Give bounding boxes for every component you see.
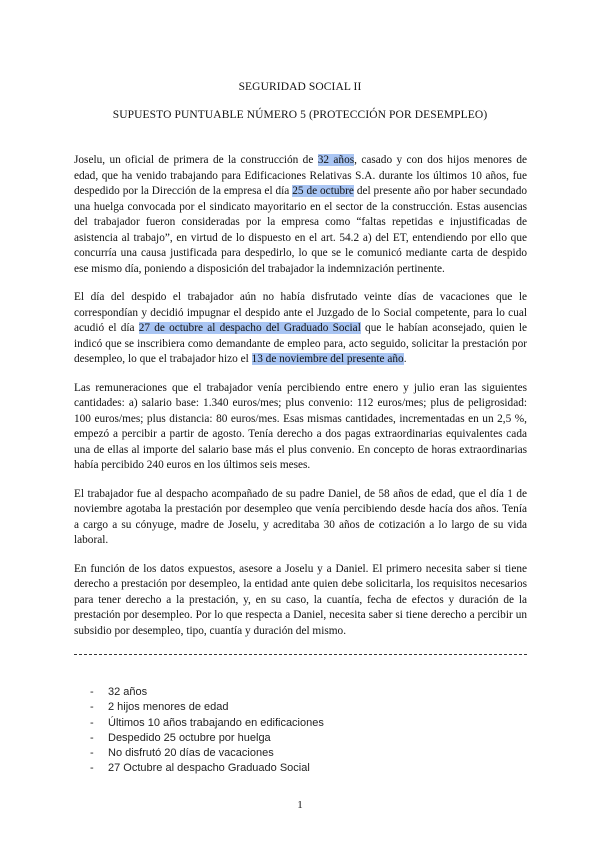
- list-item-text: 27 Octubre al despacho Graduado Social: [108, 762, 310, 775]
- list-item: [90, 700, 324, 715]
- list-item: [90, 746, 324, 761]
- list-item: [90, 716, 324, 731]
- paragraph: [74, 487, 527, 549]
- list-item-text: 2 hijos menores de edad: [108, 701, 229, 714]
- dash-marker: -: [90, 716, 94, 729]
- page-number: 1: [297, 799, 303, 811]
- dash-marker: -: [90, 747, 94, 760]
- list-item: [90, 731, 324, 746]
- highlighted-text: 13 de noviembre del presente año: [251, 353, 404, 365]
- text-segment: del presente año por haber secundado una huelga convocada por el sindicato mayoritario en el sector de la construcción. Estas ausencias del trabajador fueron consideradas por la empresa como “faltas repetidas e injustificadas de asistencia al trabajo”, en virtud de lo dispuesto en el art. 54.2 a) del ET, entendiendo por ello que concurría una causa justificada para despedirlo, lo que se le comunicó mediante carta de despido ese mismo día, poniendo a disposición del trabajador la indemnización pertinente.: [74, 185, 527, 275]
- list-item-text: 32 años: [108, 686, 148, 698]
- text-segment: Joselu, un oficial de primera de la construcción de: [74, 154, 318, 166]
- list-item-text: Últimos 10 años trabajando en edificaciones: [108, 716, 324, 729]
- dashed-divider: [74, 654, 527, 655]
- text-segment: .: [403, 353, 407, 365]
- text-segment: Las remuneraciones que el trabajador venía percibiendo entre enero y julio eran las siguientes cantidades: a) salario base: 1.340 euros/mes; plus convenio: 112 euros/mes; plus de peligrosidad: 100 euros/mes; plus distancia: 80 euros/mes. Esas mismas cantidades, incrementadas en un 2,5 %, empezó a percibir a partir de agosto. Tenía derecho a dos pagas extraordinarias equivalentes cada una de ellas al importe del salario base más el plus convenio. En concepto de horas extraordinarias había percibido 240 euros en los últimos seis meses.: [74, 381, 527, 471]
- document-title: SEGURIDAD SOCIAL II: [238, 81, 362, 93]
- paragraph: [74, 153, 527, 277]
- text-segment: En función de los datos expuestos, asesore a Joselu y a Daniel. El primero necesita saber si tiene derecho a prestación por desempleo, la entidad ante quien debe solicitarla, los requisitos necesarios para tener derecho a la prestación, y, en su caso, la cuantía, fecha de efectos y duración de la prestación por desempleo. Por lo que respecta a Daniel, necesita saber si tiene derecho a percibir un subsidio por desempleo, tipo, cuantía y duración del mismo.: [74, 562, 527, 637]
- document-subtitle: SUPUESTO PUNTUABLE NÚMERO 5 (PROTECCIÓN POR DESEMPLEO): [112, 109, 488, 121]
- dash-marker: -: [90, 731, 94, 744]
- paragraph: [74, 381, 527, 474]
- dash-marker: -: [90, 701, 94, 714]
- case-text: [74, 153, 527, 652]
- paragraph: [74, 562, 527, 640]
- paragraph: [74, 290, 527, 368]
- list-item-text: No disfrutó 20 días de vacaciones: [108, 747, 274, 760]
- list-item-text: Despedido 25 octubre por huelga: [108, 731, 271, 744]
- dash-marker: -: [90, 686, 94, 698]
- dash-marker: -: [90, 762, 94, 775]
- text-segment: El trabajador fue al despacho acompañado de su padre Daniel, de 58 años de edad, que el día 1 de noviembre agotaba la prestación por desempleo que venía percibiendo desde hacía dos años. Tenía a cargo a su cónyuge, madre de Joselu, y acreditaba 30 años de cotización a lo largo de su vida laboral.: [74, 487, 527, 546]
- highlighted-text: 27 de octubre al despacho del Graduado Social: [138, 322, 361, 334]
- notes-list: [90, 685, 324, 777]
- text-segment: que le habían aconsejado, quien le indicó que se inscribiera como demandante de empleo para, acto seguido, solicitar la prestación por desempleo, lo que el trabajador hizo el: [74, 322, 527, 365]
- list-item: [90, 761, 324, 776]
- list-item: [90, 685, 324, 700]
- highlighted-text: 32 años: [317, 154, 355, 166]
- text-segment: , casado y con dos hijos menores de edad, que ha venido trabajando para Edificaciones Relativas S.A. durante los últimos 10 años, fue despedido por la Dirección de la empresa el día: [74, 154, 527, 197]
- highlighted-text: 25 de octubre: [292, 185, 354, 197]
- text-segment: El día del despido el trabajador aún no había disfrutado veinte días de vacaciones que le correspondían y decidió impugnar el despido ante el Juzgado de lo Social competente, para lo cual acudió el día: [74, 291, 527, 334]
